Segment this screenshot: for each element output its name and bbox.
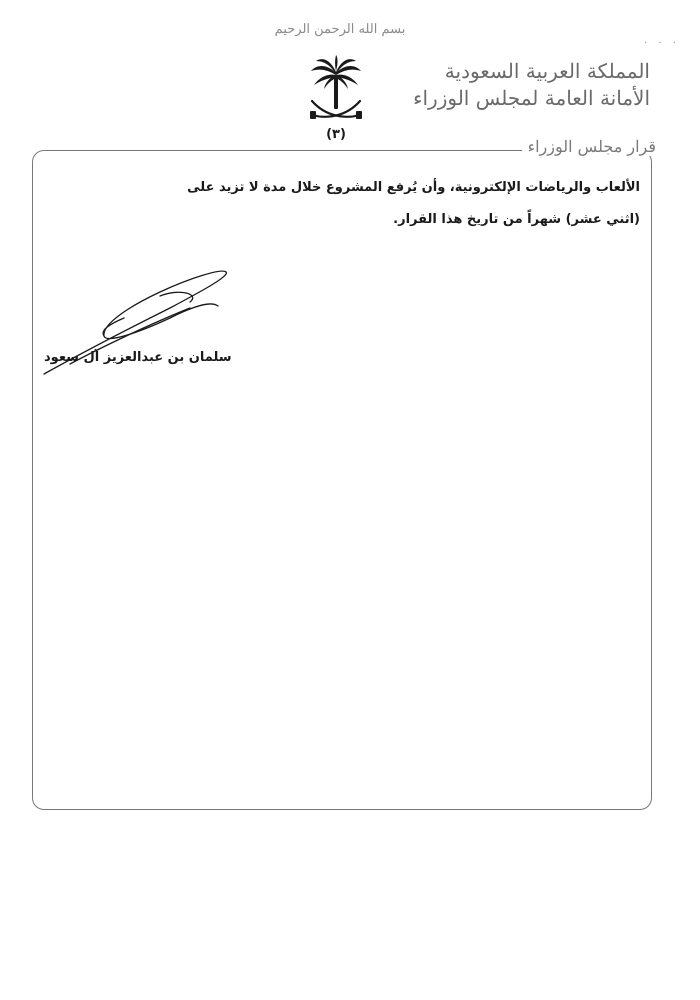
letterhead-secretariat: الأمانة العامة لمجلس الوزراء [413,86,650,110]
page-number: (٣) [326,127,346,142]
content-frame [32,150,652,810]
palm-and-swords-emblem-icon [308,55,364,127]
basmala: بسم الله الرحمن الرحيم [274,22,406,37]
signatory-name: سلمان بن عبدالعزيز آل سعود [44,350,232,365]
decision-text-line: الألعاب والرياضات الإلكترونية، وأن يُرفع المشروع خلال مدة لا تزيد على [187,180,640,195]
decision-text [40,172,640,236]
letterhead-country: المملكة العربية السعودية [444,59,650,83]
scan-marks: · · · [644,38,680,49]
letterhead [413,58,650,112]
decision-text-line: (اثني عشر) شهراً من تاريخ هذا القرار. [393,212,640,227]
document-type-label: قرار مجلس الوزراء [522,137,662,156]
